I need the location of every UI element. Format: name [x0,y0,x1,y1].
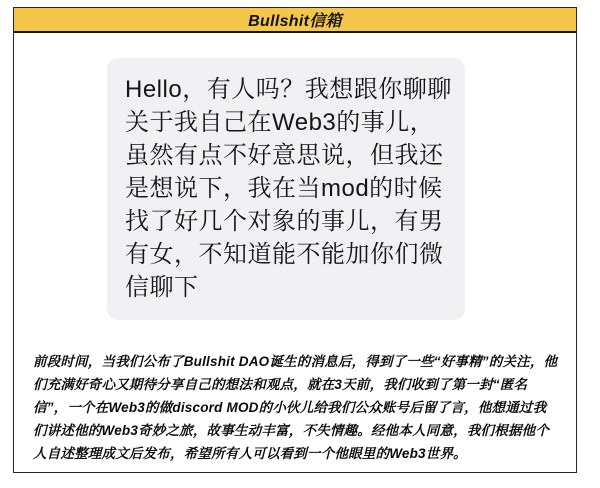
intro-paragraph [14,350,576,465]
message-text: Hello，有人吗？我想跟你聊聊 关于我自己在Web3的事儿， 虽然有点不好意思说，但我还 是想说下，我在当mod的时候 找了好几个对象的事儿，有男 有女，不知道能不能加你们微 信聊下 [125,76,452,301]
message-bubble [107,58,465,320]
intro-text: 前段时间，当我们公布了Bullshit DAO诞生的消息后，得到了一些“好事精”的关注，他 们充满好奇心又期待分享自己的想法和观点，就在3天前，我们收到了第一封“匿名 信”，一个在Web3的做discord MOD的小伙儿给我们公众账号后留了言，他想通过我 们讲述他的Web3奇妙之旅，故事生动丰富，不失情趣。经他本人同意，我们根据他个 人自述整理成文后发布，希望所有人可以看到一个他眼里的Web3世界。 [33,354,558,461]
page-title: Bullshit信箱 [248,13,342,30]
title-bar [14,8,576,33]
page-frame [13,7,577,473]
